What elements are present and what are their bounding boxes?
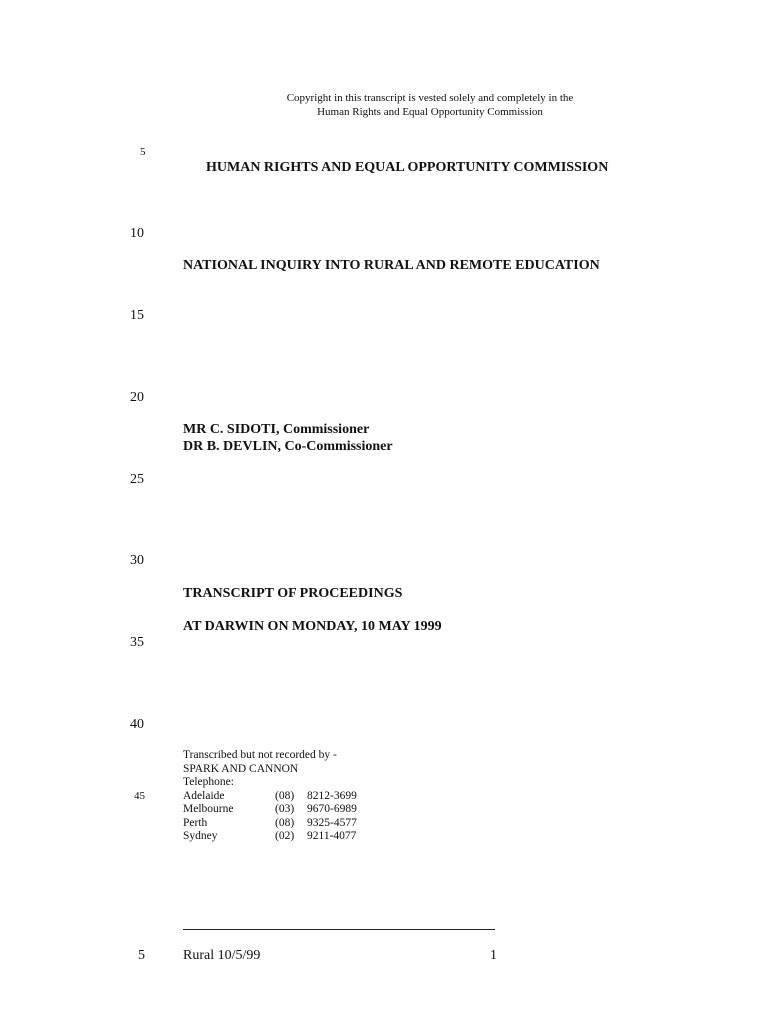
footer-line-number: 5 [138, 948, 145, 963]
phone-area-code: (03) [275, 803, 295, 815]
line-number-20: 20 [130, 390, 144, 405]
line-number-25: 25 [130, 472, 144, 487]
line-number-15: 15 [130, 308, 144, 323]
phone-number: 8212-3699 [307, 789, 357, 802]
copyright-line-1: Copyright in this transcript is vested solely and completely in the [286, 92, 574, 104]
footer-rule [183, 929, 495, 930]
line-number-45: 45 [134, 790, 145, 802]
phone-row [183, 817, 357, 831]
phone-list [183, 790, 357, 844]
phone-city: Adelaide [183, 789, 225, 802]
footer-reference: Rural 10/5/99 [183, 948, 261, 963]
phone-number: 9670-6989 [307, 803, 357, 815]
co-commissioner-name: DR B. DEVLIN, Co-Commissioner [183, 439, 393, 454]
phone-city: Melbourne [183, 803, 234, 815]
transcriber-note: Transcribed but not recorded by - [183, 749, 337, 761]
phone-number: 9325-4577 [307, 816, 357, 829]
line-number-35: 35 [130, 635, 144, 650]
phone-number: 9211-4077 [307, 830, 357, 842]
location-date-heading: AT DARWIN ON MONDAY, 10 MAY 1999 [183, 619, 442, 634]
phone-row [183, 830, 357, 844]
copyright-notice [180, 91, 680, 119]
phone-area-code: (02) [275, 830, 295, 842]
phone-row [183, 803, 357, 817]
transcriber-company: SPARK AND CANNON [183, 762, 299, 775]
phone-area-code: (08) [275, 816, 295, 829]
line-number-40: 40 [130, 717, 144, 732]
commissioner-name: MR C. SIDOTI, Commissioner [183, 422, 370, 437]
line-number-10: 10 [130, 226, 144, 241]
page-number: 1 [490, 948, 497, 963]
commission-title: HUMAN RIGHTS AND EQUAL OPPORTUNITY COMMISSION [206, 160, 609, 175]
phone-row [183, 790, 357, 804]
transcript-heading: TRANSCRIPT OF PROCEEDINGS [183, 586, 403, 601]
inquiry-title: NATIONAL INQUIRY INTO RURAL AND REMOTE EDUCATION [183, 258, 600, 273]
line-number-5: 5 [140, 146, 146, 158]
copyright-line-2: Human Rights and Equal Opportunity Commission [317, 106, 543, 118]
phone-city: Perth [183, 816, 208, 829]
phone-city: Sydney [183, 830, 218, 842]
transcriber-block [183, 749, 357, 844]
phone-area-code: (08) [275, 789, 295, 802]
telephone-label: Telephone: [183, 776, 234, 788]
line-number-30: 30 [130, 553, 144, 568]
